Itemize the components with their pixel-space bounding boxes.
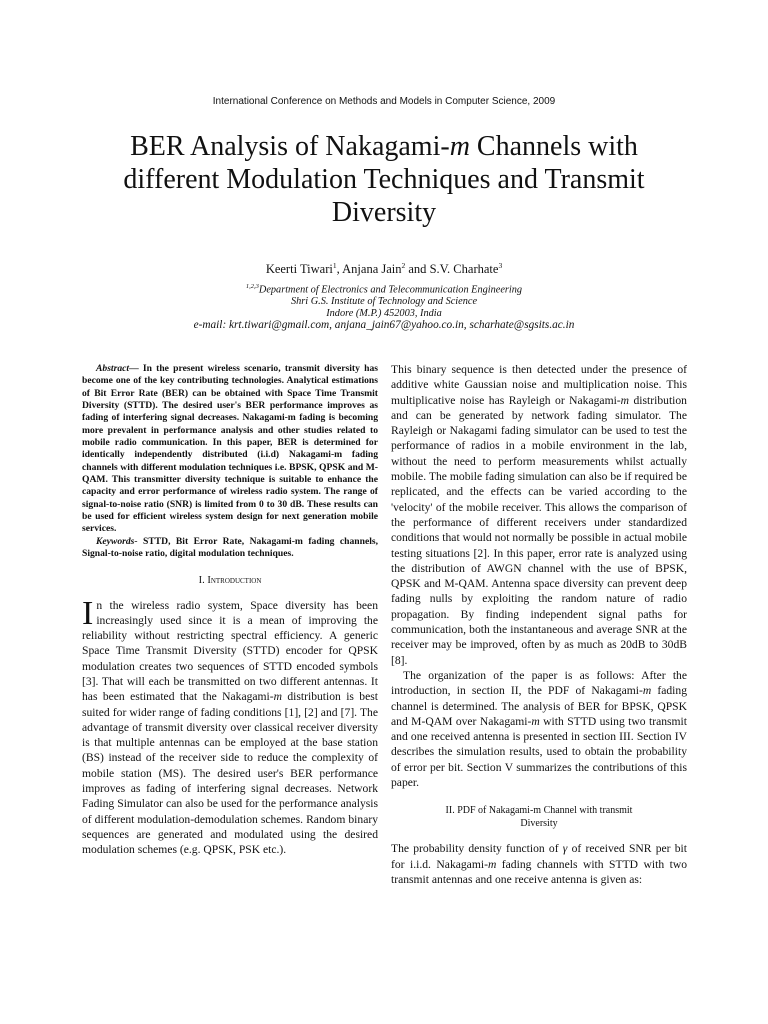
- author-3: S.V. Charhate: [429, 262, 499, 277]
- intro-text-a: n the wireless radio system, Space diversity has been increasingly used since it is a mean of improving the reliability without restricting spectral efficiency. A generic Space Time Transmit Diversity (STTD) encoder for QPSK modulation creates two sequences of STTD encoded symbols [3]. That will each be transmitted on two different antennas. It has been estimated that the Nakagami-: [82, 598, 378, 704]
- affiliation: [0, 281, 768, 320]
- keywords-text: STTD, Bit Error Rate, Nakagami-m fading channels, Signal-to-noise ratio, digital modulation techniques.: [82, 535, 378, 560]
- title-line3: Diversity: [331, 197, 437, 228]
- title-line1-pre: BER Analysis of Nakagami-: [130, 131, 450, 162]
- conference-header: International Conference on Methods and Models in Computer Science, 2009: [212, 96, 556, 107]
- right-p2-m2: m: [531, 714, 540, 728]
- affiliation-institute: Shri G.S. Institute of Technology and Science: [290, 296, 478, 308]
- author-2: Anjana Jain: [342, 262, 402, 277]
- affiliation-sup: 1,2,3: [245, 283, 259, 290]
- sec2-m: m: [487, 857, 497, 871]
- right-paragraph-1: [391, 362, 687, 668]
- abstract-label: Abstract: [96, 363, 130, 374]
- intro-text-m: m: [273, 690, 283, 704]
- author-3-sup: 3: [498, 261, 503, 270]
- title-line1-post: Channels with: [469, 131, 638, 162]
- paper-title: [60, 130, 708, 229]
- sec2-text-c: fading channels with STTD with two transmit antennas and one receive antenna is given as:: [391, 857, 687, 886]
- section-heading-introduction: I. Introduction: [198, 574, 262, 586]
- right-p1-m: m: [620, 393, 630, 407]
- title-line1-m: m: [449, 131, 470, 162]
- author-sep-1: ,: [336, 262, 343, 277]
- title-line2: different Modulation Techniques and Transmit: [123, 164, 645, 195]
- right-p2-text-b: fading channel is determined. The analysis of BER for BPSK, QPSK and M-QAM over Nakagami-: [391, 684, 687, 728]
- author-2-sup: 2: [401, 261, 406, 270]
- intro-paragraph: [82, 594, 378, 858]
- author-1: Keerti Tiwari: [265, 262, 333, 277]
- author-1-sup: 1: [332, 261, 337, 270]
- abstract: [82, 363, 378, 536]
- drop-cap: I: [82, 594, 94, 632]
- right-paragraph-2: [391, 668, 687, 790]
- left-column: [82, 363, 378, 858]
- author-emails: e-mail: krt.tiwari@gmail.com, anjana_jain67@yahoo.co.in, scharhate@sgsits.ac.in: [193, 319, 575, 331]
- right-column: [391, 362, 687, 887]
- abstract-text: — In the present wireless scenario, transmit diversity has become one of the key contributing technologies. Analytical estimations of Bit Error Rate (BER) can be obtained with Space Time Transmit Diversity (STTD). The desired user's BER performance improves as fading of interfering signal decreases. Nakagami-m fading is becoming more prevalent in performance analysis and other studies related to mobile radio communication. In this paper, BER is determined for identically independently distributed (i.i.d) Nakagami-m fading channels with different modulation techniques i.e. BPSK, QPSK and M-QAM. This transmitter diversity technique is suitable to enhance the capacity and error performance of wireless radio system. The range of signal-to-noise ratio (SNR) is limited from 0 to 30 dB. These results can be used for efficient wireless system design for next generation mobile services.: [82, 363, 378, 535]
- section-2-heading-line2: Diversity: [520, 818, 558, 830]
- author-sep-2: and: [405, 262, 430, 277]
- keywords: [82, 536, 378, 561]
- right-p1-text-b: distribution and can be generated by network fading simulator. The Rayleigh or Nakagami fading simulator can be used to test the performance of radios in a mobile environment in the lab, without the need to perform measurements whilst actually mobile. The mobile fading simulation can also be if required be replicated, and the effects can be varied according to the 'velocity' of the mobile receiver. This allows the comparison of the performance of different receivers under standardized conditions that would not normally be possible in actual mobile testing situations [2]. In this paper, error rate is analyzed using the distribution of AWGN channel with the use of BPSK, QPSK and M-QAM. Antenna space diversity can prevent deep fading nulls by exploiting the random nature of radio propagation. By finding independent signal paths for communication, both the instantaneous and average SNR at the receiver may be improved, often by as much as 20dB to 30dB [8].: [391, 393, 687, 667]
- affiliation-dept: Department of Electronics and Telecommunication Engineering: [258, 284, 523, 296]
- right-p2-text-a: The organization of the paper is as follows: After the introduction, in section II, the PDF of Nakagami-: [391, 668, 687, 698]
- section-heading-pdf: [391, 804, 687, 830]
- section-2-paragraph: [391, 841, 687, 887]
- intro-text-b: distribution is best suited for wider range of fading conditions [1], [2] and [7]. The advantage of transmit diversity over classical receiver diversity is that multiple antennas can be employed at the base station (BS) instead of the receiver side to reduce the complexity of mobile station (MS). The desired user's BER performance improves as fading of interfering signal decreases. Network Fading Simulator can also be used for the performance analysis of different modulation-demodulation schemes. Random binary sequences are generated and modulated using the desired modulation schemes (e.g. QPSK, PSK etc.).: [82, 690, 378, 857]
- sec2-text-a: The probability density function of: [391, 842, 563, 856]
- right-p2-text-c: with STTD using two transmit and one received antenna is presented in section III. Section IV describes the simulation results, used to obtain the probability of error per bit. Section V summarizes the contributions of this paper.: [391, 714, 687, 790]
- right-p1-text-a: This binary sequence is then detected under the presence of additive white Gaussian noise and multiplication noise. This multiplicative noise has Rayleigh or Nakagami-: [391, 363, 687, 407]
- sec2-text-b: of received SNR per bit for i.i.d. Nakagami-: [391, 842, 687, 871]
- author-list: [0, 261, 768, 277]
- gamma-symbol: γ: [562, 842, 568, 856]
- affiliation-city: Indore (M.P.) 452003, India: [326, 308, 442, 320]
- keywords-label: Keywords-: [96, 535, 138, 547]
- right-p2-m: m: [642, 684, 652, 698]
- section-2-heading-line1: II. PDF of Nakagami-m Channel with transmit: [445, 805, 633, 817]
